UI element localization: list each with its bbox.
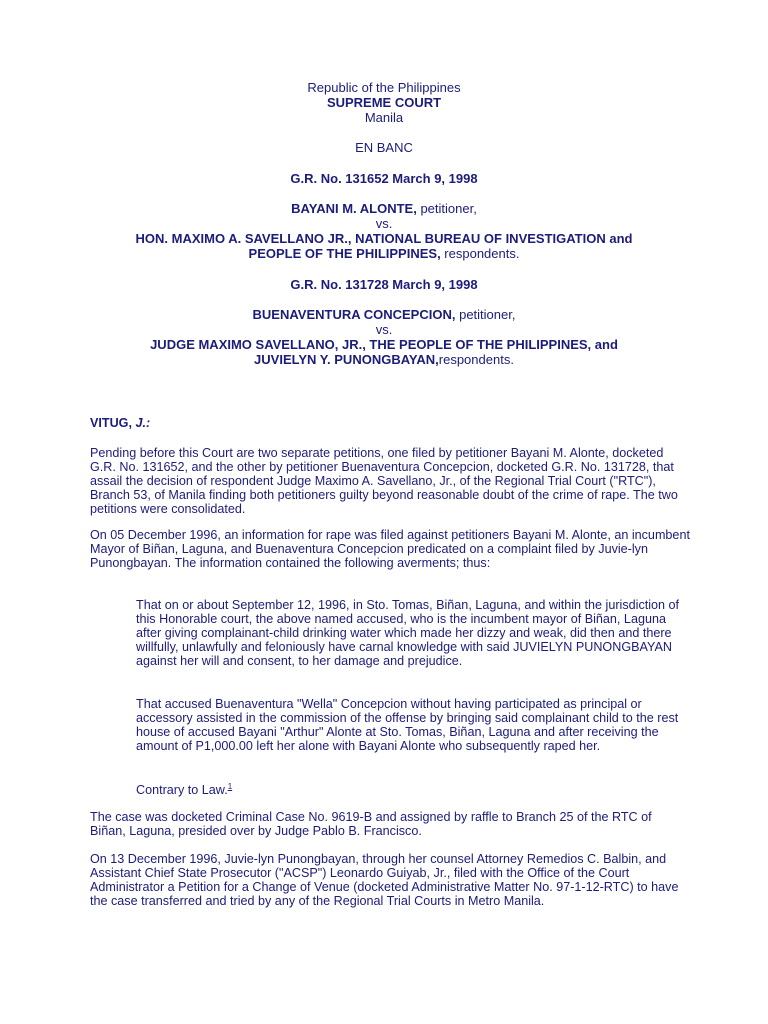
- case1-petitioner-name: BAYANI M. ALONTE,: [291, 201, 417, 216]
- case2-vs: vs.: [375, 322, 393, 337]
- case1-vs: vs.: [375, 216, 393, 231]
- court-city: Manila: [364, 110, 404, 125]
- quote-paragraph-1: That on or about September 12, 1996, in Sto. Tomas, Biñan, Laguna, and within the jurisdiction of this Honorable court, the above named accused, who is the incumbent mayor of Biñan, Laguna after giving complainant-child drinking water which made her dizzy and weak, did then and there willfully, unlawfully and feloniously have carnal knowledge with said JUVIELYN PUNONGBAYAN against her will and consent, to her damage and prejudice.: [136, 598, 680, 668]
- quote-paragraph-2: That accused Buenaventura "Wella" Concepcion without having participated as principal or accessory assisted in the commission of the offense by bringing said complainant child to the rest house of accused Bayani "Arthur" Alonte at Sto. Tomas, Biñan, Laguna and after receiving the amount of P1,000.00 left her alone with Bayani Alonte who subsequently raped her.: [136, 697, 679, 753]
- case1-respondents-line2: [0, 246, 768, 261]
- case2-respondents-line1: JUDGE MAXIMO SAVELLANO, JR., THE PEOPLE OF THE PHILIPPINES, and: [150, 337, 618, 352]
- case1-respondents-name: PEOPLE OF THE PHILIPPINES,: [248, 246, 441, 261]
- ponente-name: VITUG,: [90, 416, 136, 430]
- case2-petitioner: [0, 307, 768, 322]
- contrary-to-law: Contrary to Law.: [136, 783, 228, 798]
- court-name: SUPREME COURT: [326, 95, 442, 110]
- case1-petitioner: [0, 201, 768, 216]
- case1-grno: G.R. No. 131652 March 9, 1998: [290, 171, 478, 186]
- paragraph-1: Pending before this Court are two separate petitions, one filed by petitioner Bayani M. Alonte, docketed G.R. No. 131652, and the other by petitioner Buenaventura Concepcion, docketed G.R. No. 131728, that assail the decision of respondent Judge Maximo A. Savellano, Jr., of the Regional Trial Court ("RTC"), Branch 53, of Manila finding both petitioners guilty beyond reasonable doubt of the crime of rape. The two petitions were consolidated.: [90, 446, 678, 516]
- case2-petitioner-role: petitioner,: [455, 307, 516, 322]
- case1-petitioner-role: petitioner,: [416, 201, 477, 216]
- quote-paragraph-3: [136, 780, 688, 797]
- case2-petitioner-name: BUENAVENTURA CONCEPCION,: [252, 307, 456, 322]
- case2-grno: G.R. No. 131728 March 9, 1998: [290, 277, 478, 292]
- republic-line: Republic of the Philippines: [307, 80, 461, 95]
- ponente-suffix: J.:: [135, 416, 151, 430]
- case2-respondents-name: JUVIELYN Y. PUNONGBAYAN,: [254, 352, 439, 367]
- case1-respondents-role: respondents.: [440, 246, 520, 261]
- division-label: EN BANC: [355, 140, 413, 155]
- paragraph-2: On 05 December 1996, an information for rape was filed against petitioners Bayani M. Alonte, an incumbent Mayor of Biñan, Laguna, and Buenaventura Concepcion predicated on a complaint filed by Juvie-lyn Punongbayan. The information contained the following averments; thus:: [90, 528, 690, 570]
- case1-respondents-line1: HON. MAXIMO A. SAVELLANO JR., NATIONAL BUREAU OF INVESTIGATION and: [135, 231, 633, 246]
- case2-respondents-role: respondents.: [438, 352, 514, 367]
- paragraph-4: On 13 December 1996, Juvie-lyn Punongbayan, through her counsel Attorney Remedios C. Balbin, and Assistant Chief State Prosecutor ("ACSP") Leonardo Guiyab, Jr., filed with the Office of the Court Administrator a Petition for a Change of Venue (docketed Administrative Matter No. 97-1-12-RTC) to have the case transferred and tried by any of the Regional Trial Courts in Metro Manila.: [90, 852, 679, 908]
- case2-respondents-line2: [0, 352, 768, 367]
- paragraph-3: The case was docketed Criminal Case No. 9619-B and assigned by raffle to Branch 25 of the RTC of Biñan, Laguna, presided over by Judge Pablo B. Francisco.: [90, 810, 652, 838]
- footnote-link[interactable]: 1: [227, 782, 233, 791]
- ponente: [90, 416, 690, 430]
